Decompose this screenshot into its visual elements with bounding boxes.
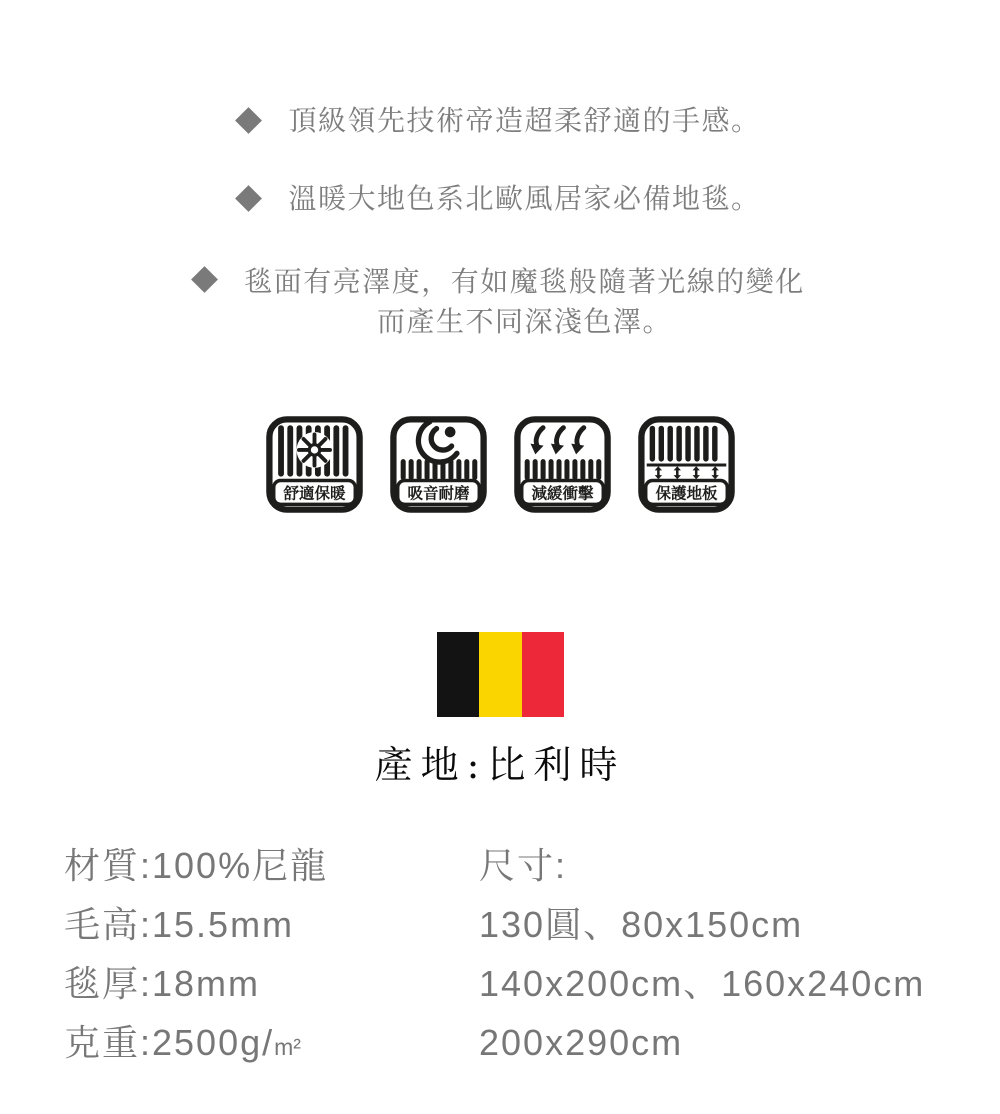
spec-weight-unit: m² — [274, 1034, 301, 1060]
spec-weight-value: 克重:2500g/ — [64, 1022, 275, 1063]
badge-label: 舒適保暖 — [282, 485, 346, 503]
feature-item-3 — [0, 262, 1000, 342]
certification-badges — [0, 416, 1000, 513]
sizes-line-1: 130圓、80x150cm — [479, 904, 804, 945]
diamond-bullet-icon — [191, 266, 218, 293]
badge-label: 減緩衝擊 — [530, 485, 594, 503]
floor-protect-icon — [638, 416, 735, 513]
diamond-bullet-icon — [236, 107, 263, 134]
spec-pile-height: 毛高:15.5mm — [64, 904, 295, 945]
feature-text-3 — [244, 262, 805, 342]
sizes-line-3: 200x290cm — [479, 1022, 684, 1063]
spec-weight — [64, 1013, 328, 1077]
feature-text-1 — [288, 103, 760, 139]
badge-floor-protect — [638, 416, 735, 513]
flag-stripe-yellow — [479, 632, 521, 717]
spec-material: 材質:100%尼龍 — [64, 845, 329, 886]
flag-stripe-red — [522, 632, 564, 717]
impact-cushion-icon — [514, 416, 611, 513]
badge-sound-absorb — [390, 416, 487, 513]
badge-label: 保護地板 — [654, 485, 718, 503]
sound-absorb-icon — [390, 416, 487, 513]
feature-line: 溫暖大地色系北歐風居家必備地毯。 — [288, 183, 761, 214]
feature-line: 而產生不同深淺色澤。 — [376, 306, 672, 337]
badge-comfort-warmth — [266, 416, 363, 513]
feature-item-1 — [0, 103, 1000, 139]
belgium-flag — [437, 632, 564, 717]
flag-stripe-black — [437, 632, 479, 717]
specs-column-sizes — [479, 836, 925, 1072]
diamond-bullet-icon — [236, 185, 263, 212]
origin-label: 產地:比利時 — [374, 743, 626, 787]
badge-impact-cushion — [514, 416, 611, 513]
spec-thickness: 毯厚:18mm — [64, 963, 261, 1004]
badge-label: 吸音耐磨 — [406, 485, 470, 503]
feature-line: 毯面有亮澤度，有如魔毯般隨著光線的變化 — [244, 266, 805, 297]
feature-line: 頂級領先技術帝造超柔舒適的手感。 — [288, 105, 761, 136]
specs-column-left — [64, 836, 328, 1077]
sizes-title: 尺寸: — [479, 845, 568, 886]
sizes-line-2: 140x200cm、160x240cm — [479, 963, 926, 1004]
feature-item-2 — [0, 181, 1000, 217]
feature-text-2 — [288, 181, 760, 217]
carpet-warmth-icon — [266, 416, 363, 513]
